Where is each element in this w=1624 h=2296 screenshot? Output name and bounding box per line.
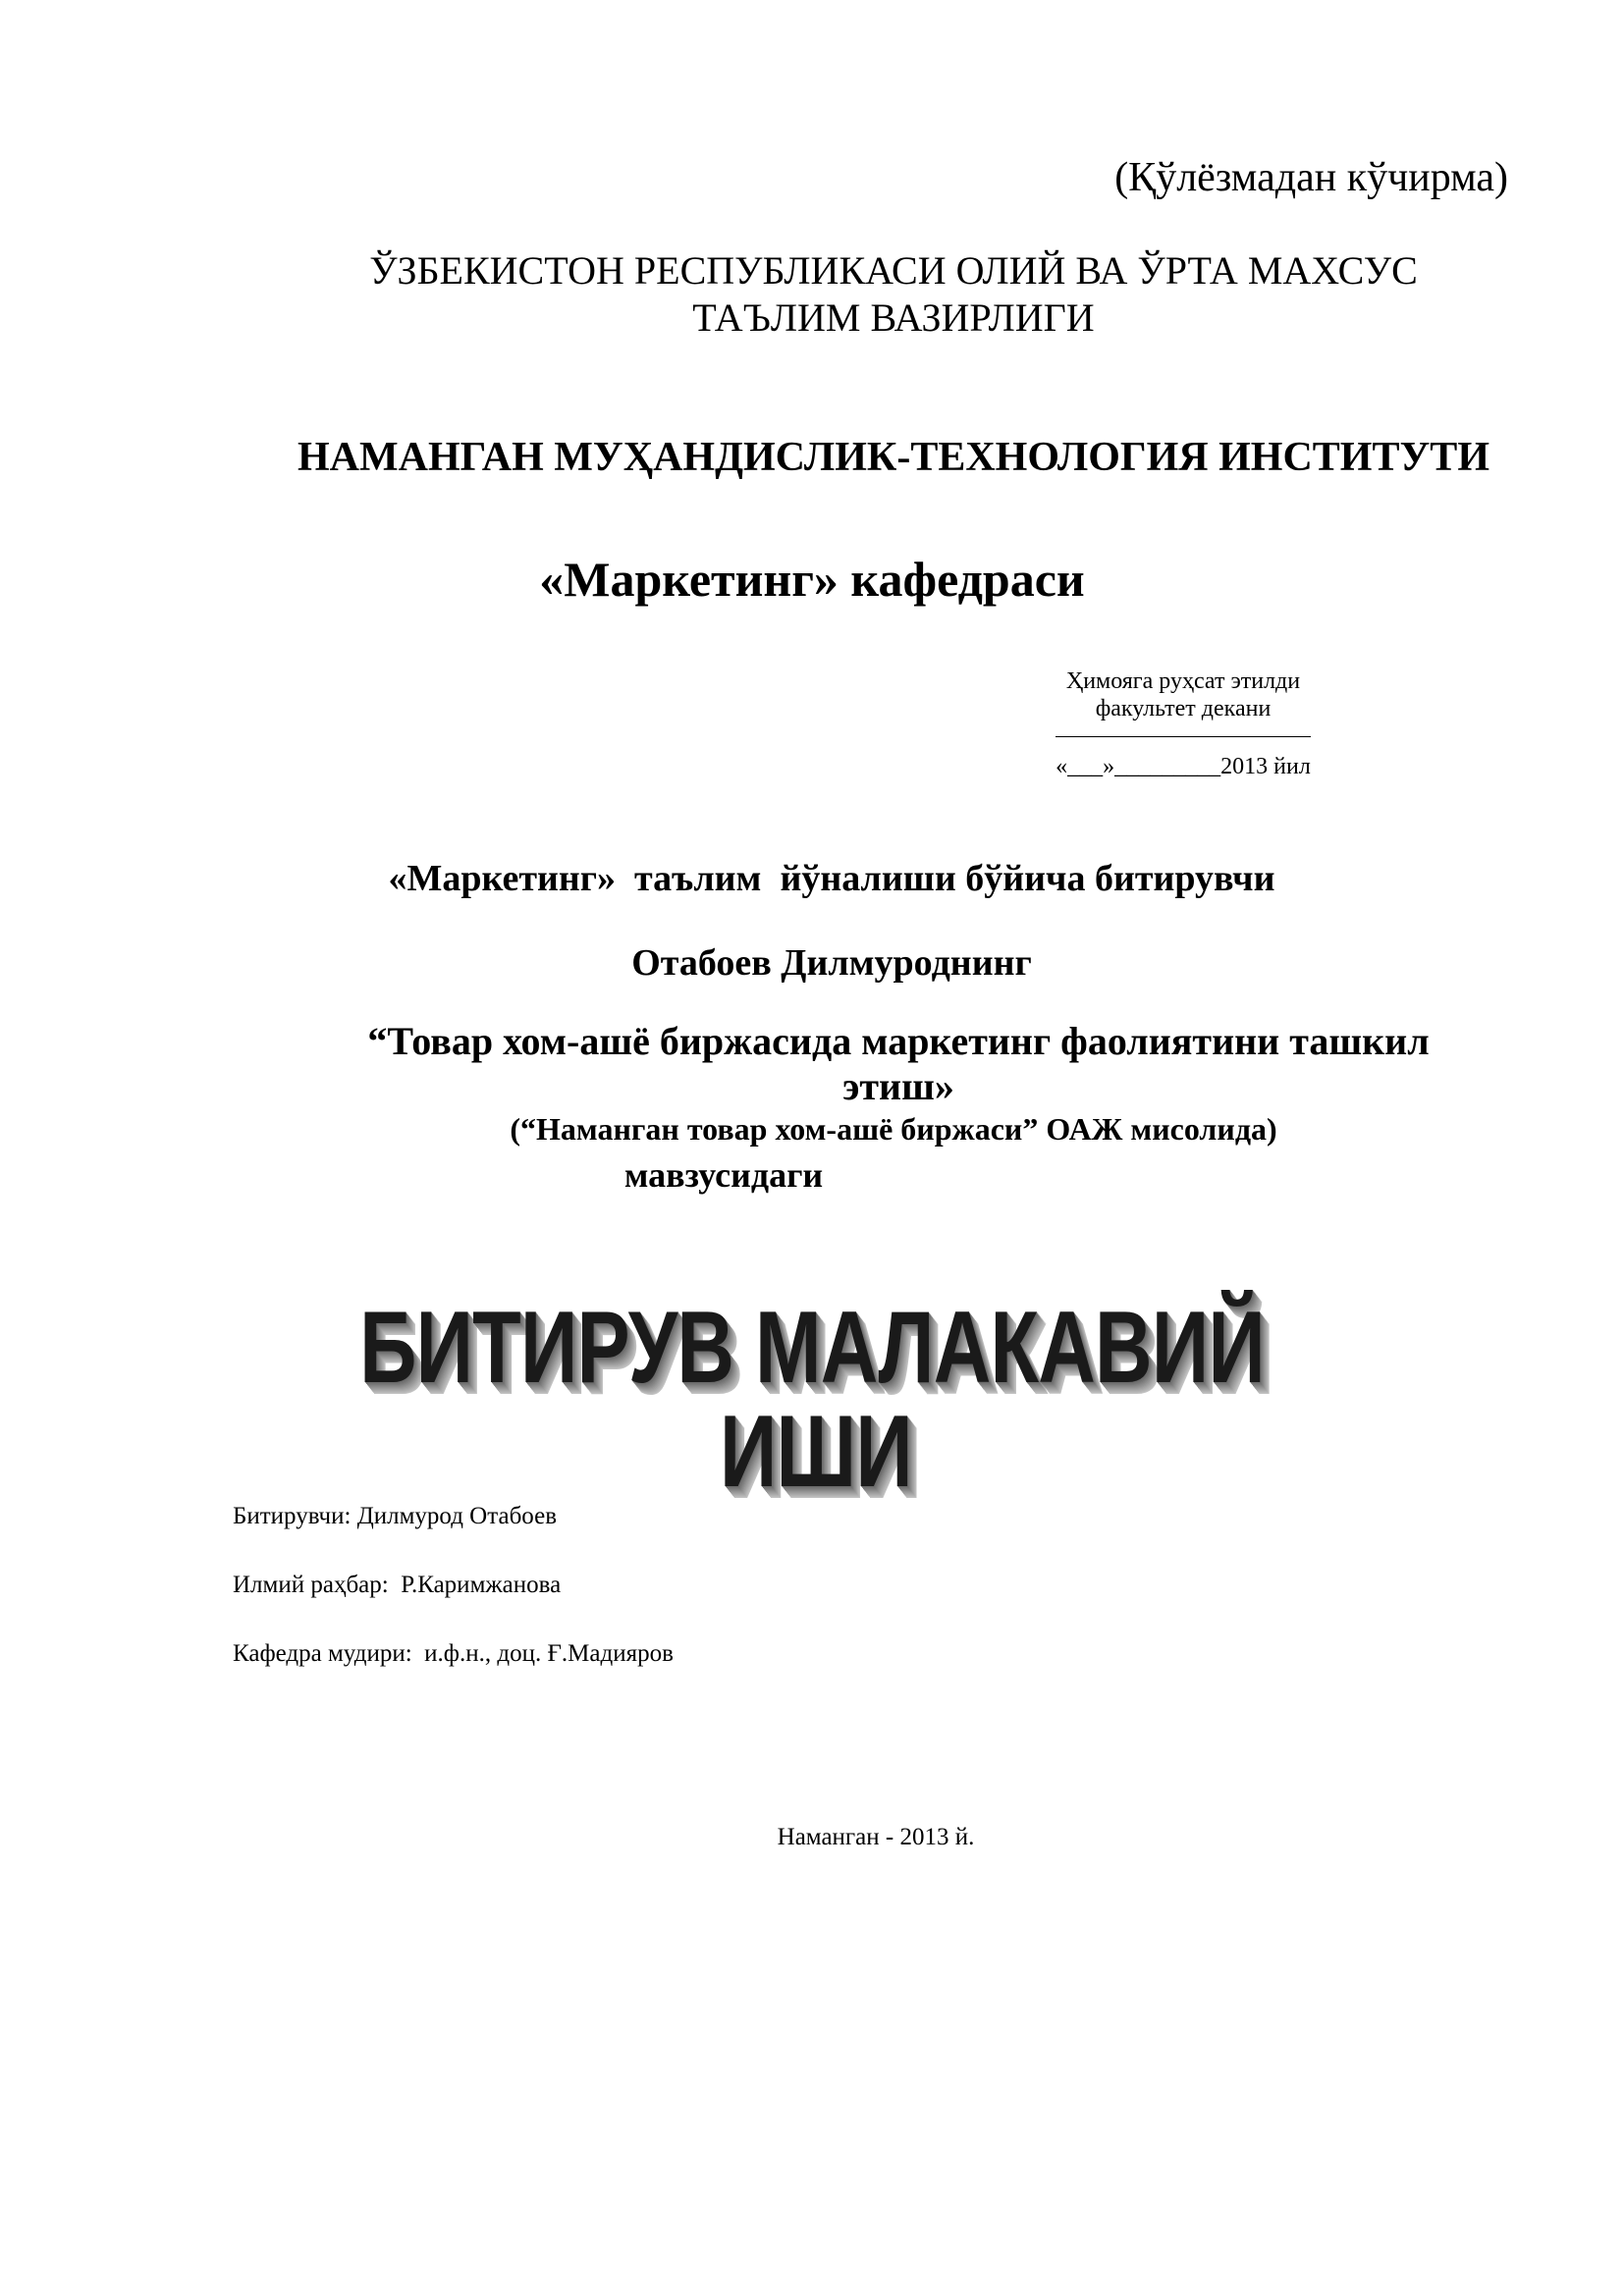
topic-line-2: этиш» [842, 1064, 954, 1108]
approval-line-1: Ҳимояга руҳсат этилди [1065, 668, 1301, 694]
ministry-line-2: ТАЪЛИМ ВАЗИРЛИГИ [692, 295, 1095, 340]
topic-tail: мавзусидаги [623, 1155, 824, 1195]
supervisor-signatory: Илмий раҳбар: Р.Каримжанова [233, 1572, 562, 1598]
manuscript-note: (Қўлёзмадан кўчирма) [1114, 155, 1508, 200]
ministry-line-1: ЎЗБЕКИСТОН РЕСПУБЛИКАСИ ОЛИЙ ВА ЎРТА МАХСУС [369, 248, 1418, 293]
ministry-heading [196, 247, 1591, 342]
department-name: «Маркетинг» кафедраси [539, 552, 1085, 607]
approval-line-2: факультет декани [1095, 696, 1272, 721]
approval-date: «___»_________2013 йил [1056, 754, 1311, 779]
topic-line-1: “Товар хом-ашё биржасида маркетинг фаолиятини ташкил [367, 1019, 1430, 1063]
study-direction: «Маркетинг» таълим йўналиши бўйича битирувчи [388, 858, 1275, 899]
work-title-line-1: БИТИРУВ МАЛАКАВИЙ [359, 1291, 1265, 1405]
signature-line [1056, 736, 1311, 737]
approval-block [997, 667, 1370, 780]
student-name: Отабоев Дилмуроднинг [631, 942, 1032, 984]
topic-subtitle: (“Наманган товар хом-ашё биржаси” ОАЖ мисолида) [510, 1111, 1277, 1147]
work-title-line-2: ИШИ [719, 1395, 912, 1509]
place-and-year: Наманган - 2013 й. [777, 1824, 975, 1850]
institute-name: НАМАНГАН МУҲАНДИСЛИК-ТЕХНОЛОГИЯ ИНСТИТУТИ [297, 435, 1489, 480]
department-head-signatory: Кафедра мудири: и.ф.н., доц. Ғ.Мадияров [233, 1640, 674, 1667]
work-title [179, 1291, 1445, 1509]
thesis-topic [295, 1019, 1502, 1109]
graduate-signatory: Битирувчи: Дилмурод Отабоев [233, 1503, 557, 1529]
